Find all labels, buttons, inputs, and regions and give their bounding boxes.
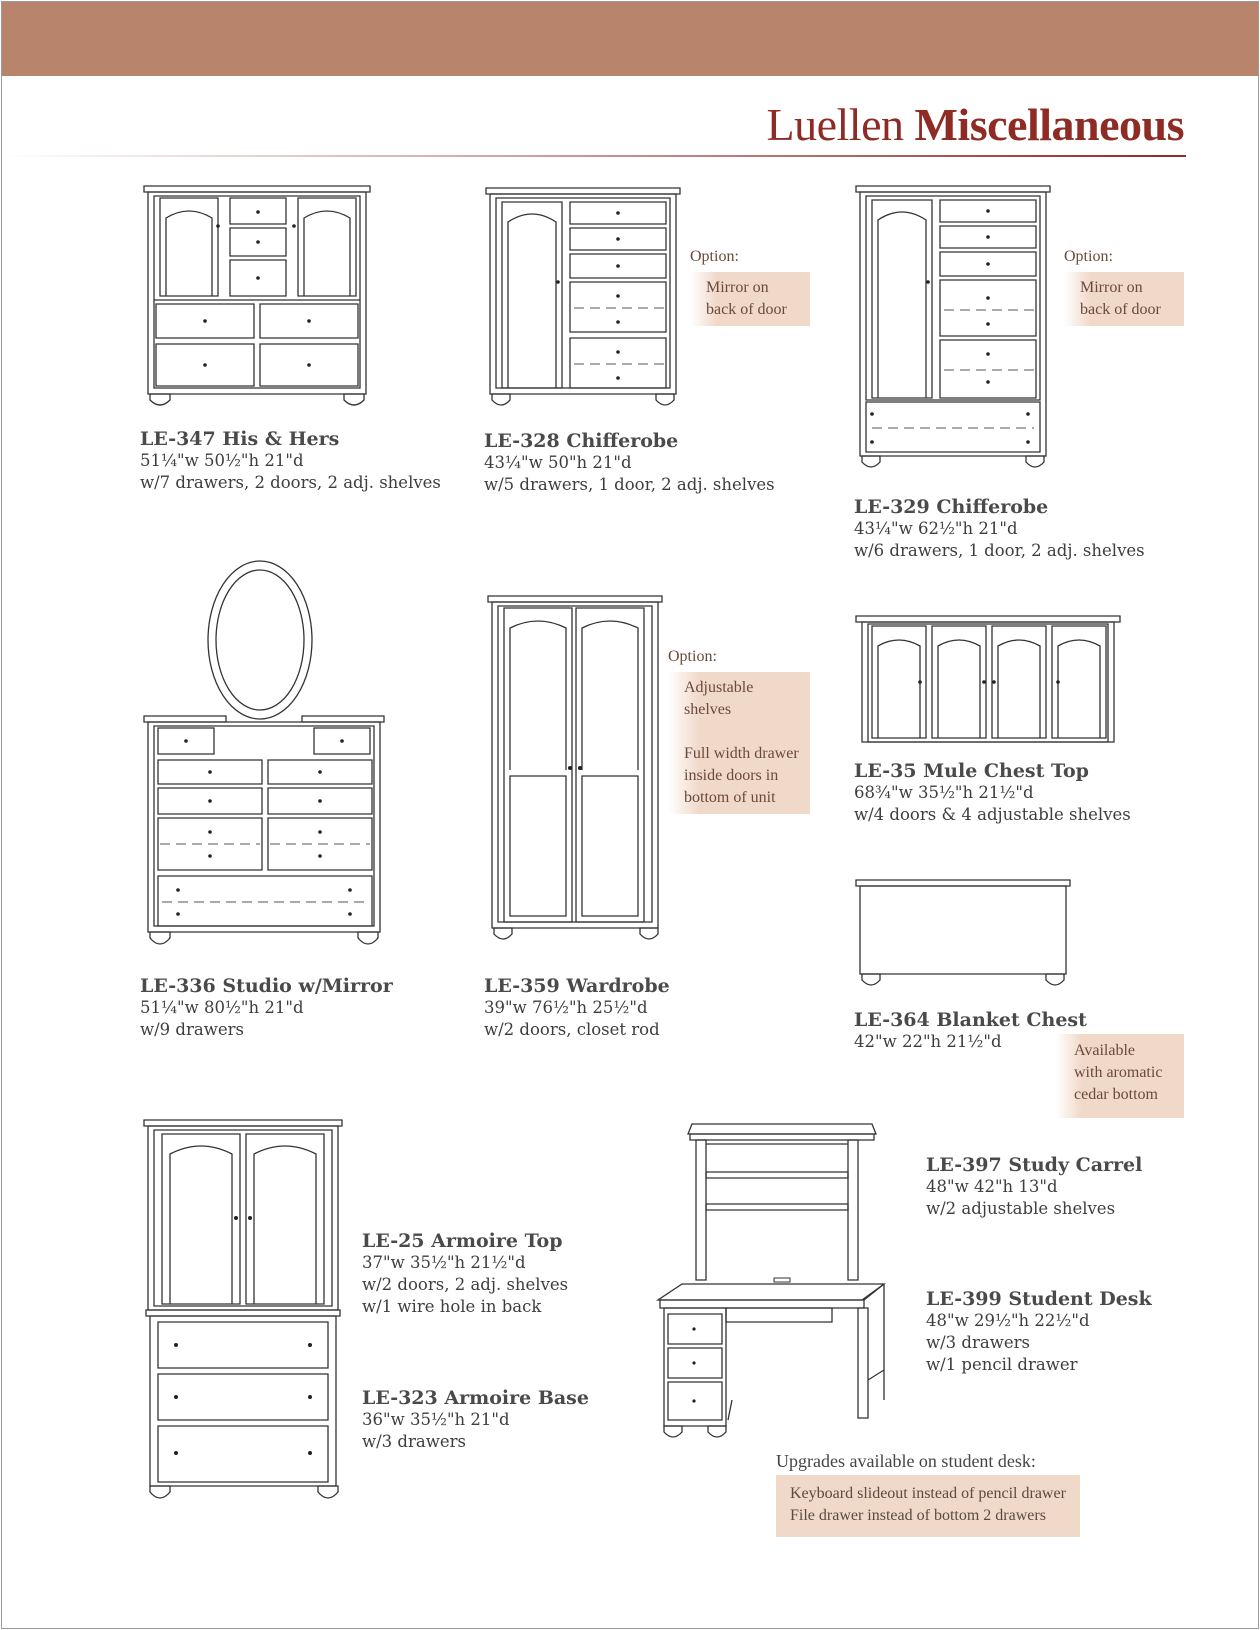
product-le-35 (854, 760, 1131, 826)
product-le-397 (926, 1154, 1142, 1220)
option-box (690, 272, 810, 326)
product-le-25 (362, 1230, 568, 1318)
product-dimensions: 48"w 42"h 13"d (926, 1177, 1058, 1196)
note-line: Available (1074, 1042, 1136, 1059)
product-features: w/1 wire hole in back (362, 1297, 542, 1316)
title-light: Luellen (766, 99, 904, 150)
product-dimensions: 51¼"w 50½"h 21"d (140, 451, 304, 470)
product-le-323 (362, 1387, 589, 1453)
product-dimensions: 43¼"w 62½"h 21"d (854, 519, 1018, 538)
note-line: cedar bottom (1074, 1086, 1158, 1103)
product-features: w/3 drawers (362, 1432, 466, 1451)
product-features: w/1 pencil drawer (926, 1355, 1078, 1374)
option-line: back of door (706, 301, 787, 318)
product-features: w/2 doors, 2 adj. shelves (362, 1275, 569, 1294)
option-line: Adjustable shelves (684, 679, 754, 718)
note-line: with aromatic (1074, 1064, 1163, 1081)
product-name: LE-364 Blanket Chest (854, 1009, 1087, 1031)
title-bold: Miscellaneous (914, 99, 1184, 150)
product-le-336 (140, 975, 393, 1041)
option-label: Option: (1064, 248, 1113, 265)
option-line: Mirror on (1080, 279, 1143, 296)
product-dimensions: 51¼"w 80½"h 21"d (140, 998, 304, 1017)
option-spacer (684, 721, 802, 743)
illustration-le-364 (856, 880, 1070, 985)
product-name: LE-25 Armoire Top (362, 1230, 563, 1252)
product-features: w/3 drawers (926, 1333, 1030, 1352)
product-name: LE-328 Chifferobe (484, 430, 679, 452)
product-le-329 (854, 496, 1145, 562)
product-le-364 (854, 1009, 1087, 1053)
product-dimensions: 39"w 76½"h 25½"d (484, 998, 648, 1017)
illustration-le-336 (144, 561, 384, 944)
option-label: Option: (690, 248, 739, 265)
product-le-359 (484, 975, 670, 1041)
product-le-328 (484, 430, 775, 496)
option-line: bottom of unit (684, 789, 776, 806)
illustration-le-359 (488, 596, 662, 939)
option-box (668, 672, 810, 814)
option-line: Full width drawer (684, 745, 799, 762)
upgrade-line: File drawer instead of bottom 2 drawers (790, 1507, 1046, 1524)
product-name: LE-329 Chifferobe (854, 496, 1049, 518)
illustration-le-25-le-323 (144, 1120, 342, 1498)
option-label: Option: (668, 648, 717, 665)
illustration-le-328 (486, 188, 680, 405)
product-dimensions: 68¾"w 35½"h 21½"d (854, 783, 1034, 802)
illustration-le-347 (144, 186, 370, 405)
product-name: LE-347 His & Hers (140, 428, 340, 450)
option-callout-le-328 (690, 248, 810, 326)
product-name: LE-336 Studio w/Mirror (140, 975, 393, 997)
product-name: LE-399 Student Desk (926, 1288, 1152, 1310)
product-dimensions: 37"w 35½"h 21½"d (362, 1253, 526, 1272)
product-name: LE-323 Armoire Base (362, 1387, 589, 1409)
product-dimensions: 42"w 22"h 21½"d (854, 1032, 1002, 1051)
upgrades-box (776, 1475, 1080, 1537)
product-features: w/2 adjustable shelves (926, 1199, 1116, 1218)
product-name: LE-397 Study Carrel (926, 1154, 1143, 1176)
product-name: LE-35 Mule Chest Top (854, 760, 1089, 782)
product-features: w/2 doors, closet rod (484, 1020, 660, 1039)
product-features: w/5 drawers, 1 door, 2 adj. shelves (484, 475, 775, 494)
option-line: inside doors in (684, 767, 779, 784)
upgrades-label: Upgrades available on student desk: (776, 1451, 1036, 1471)
illustration-le-397-le-399 (658, 1124, 884, 1437)
product-name: LE-359 Wardrobe (484, 975, 670, 997)
product-dimensions: 48"w 29½"h 22½"d (926, 1311, 1090, 1330)
product-features: w/9 drawers (140, 1020, 244, 1039)
product-features: w/7 drawers, 2 doors, 2 adj. shelves (140, 473, 441, 492)
product-le-347 (140, 428, 441, 494)
illustration-le-329 (856, 186, 1050, 467)
option-callout-le-329 (1064, 248, 1184, 326)
product-dimensions: 43¼"w 50"h 21"d (484, 453, 632, 472)
option-callout-le-359 (668, 648, 810, 814)
option-box (1064, 272, 1184, 326)
option-line: Mirror on (706, 279, 769, 296)
illustration-le-35 (856, 616, 1120, 742)
product-dimensions: 36"w 35½"h 21"d (362, 1410, 510, 1429)
blanket-chest-note (1056, 1034, 1184, 1118)
product-features: w/6 drawers, 1 door, 2 adj. shelves (854, 541, 1145, 560)
product-le-399 (926, 1288, 1152, 1376)
product-features: w/4 doors & 4 adjustable shelves (854, 805, 1131, 824)
option-line: back of door (1080, 301, 1161, 318)
upgrade-line: Keyboard slideout instead of pencil drawer (790, 1485, 1066, 1502)
